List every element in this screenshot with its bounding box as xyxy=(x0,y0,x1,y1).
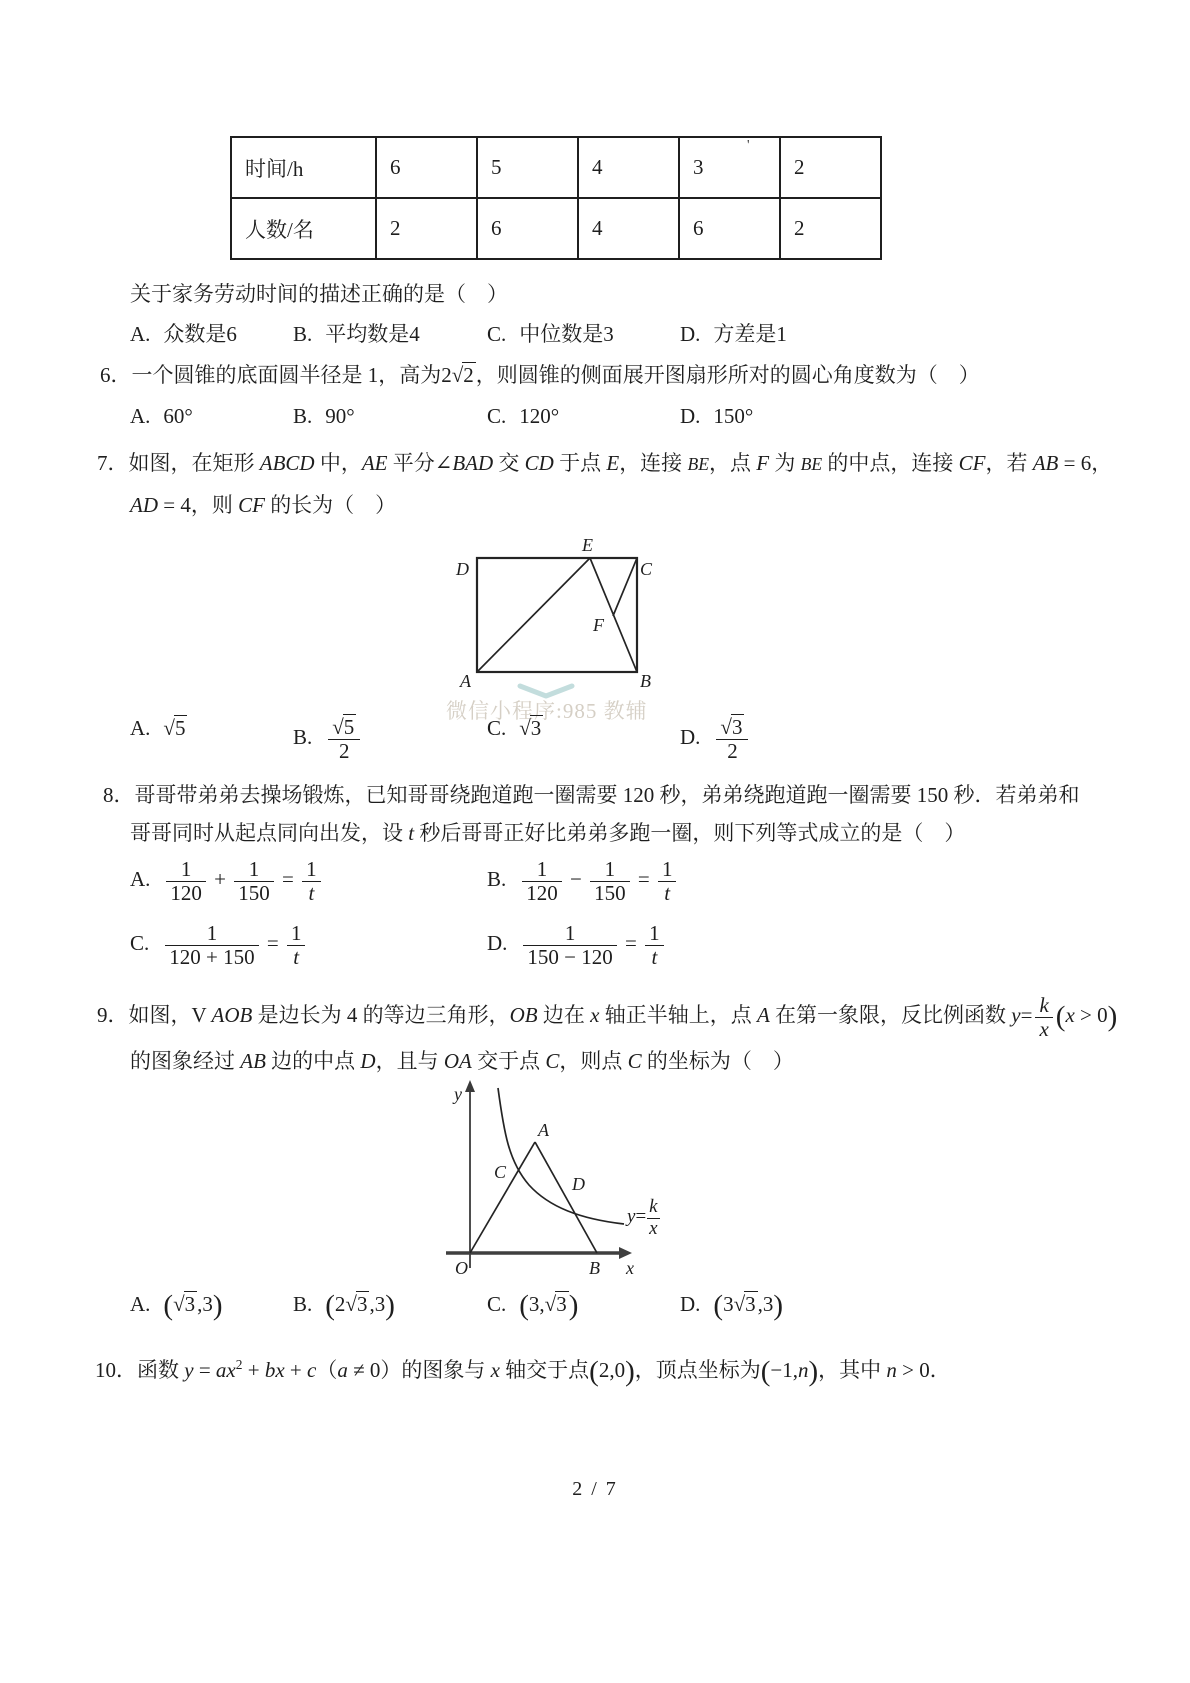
option-label: B. xyxy=(293,404,313,428)
label-d: D xyxy=(456,559,469,579)
stray-mark: ' xyxy=(747,138,750,153)
question-6-stem: 6．一个圆锥的底面圆半径是 1，高为2√2，则圆锥的侧面展开图扇形所对的圆心角度数为（ ） xyxy=(100,363,980,387)
segment-cf xyxy=(613,558,637,616)
segment-ae xyxy=(477,558,590,672)
option-c xyxy=(487,404,559,429)
option-text: 150° xyxy=(713,404,754,428)
option-c xyxy=(487,716,543,741)
table-cell: 4 xyxy=(578,137,679,198)
option-text: (√3,3) xyxy=(163,1289,223,1322)
label-c: C xyxy=(494,1162,507,1182)
question-8-options-row2 xyxy=(0,922,1190,986)
option-label: D. xyxy=(680,404,701,428)
table-cell: 人数/名 xyxy=(231,198,376,259)
option-text: (2√3,3) xyxy=(325,1289,395,1322)
hyperbola-curve xyxy=(498,1088,624,1224)
label-e: E xyxy=(582,535,593,555)
option-d xyxy=(680,716,751,762)
table-cell: 3 xyxy=(679,137,780,198)
option-text: 中位数是3 xyxy=(519,322,614,346)
option-text: $\frac{√5}{2}$ xyxy=(325,725,363,749)
data-table xyxy=(230,136,882,260)
label-f: F xyxy=(593,615,604,635)
page-number: 2 / 7 xyxy=(572,1478,618,1500)
label-y: y xyxy=(454,1084,462,1104)
option-label: C. xyxy=(487,1292,507,1316)
option-text: $\frac{1}{150 - 120}$ = $\frac{1}{t}$ xyxy=(520,931,666,955)
option-label: C. xyxy=(487,716,507,740)
option-text: $\frac{√3}{2}$ xyxy=(713,725,751,749)
watermark-text: 微信小程序:985 教辅 xyxy=(446,699,648,723)
y-axis-arrow xyxy=(465,1080,475,1092)
option-text: $\frac{1}{120}$ − $\frac{1}{150}$ = $\frac{1}{t}$ xyxy=(519,867,679,891)
table-cell: 5 xyxy=(477,137,578,198)
label-a: A xyxy=(460,671,471,691)
table-cell: 2 xyxy=(376,198,477,259)
option-a xyxy=(130,1289,223,1322)
label-x: x xyxy=(626,1258,634,1278)
question-6-options xyxy=(0,404,1190,438)
option-label: B. xyxy=(293,724,313,749)
option-c xyxy=(487,318,614,348)
table-cell: 6 xyxy=(679,198,780,259)
option-text: 120° xyxy=(519,404,560,428)
option-text: 众数是6 xyxy=(163,322,237,346)
option-label: A. xyxy=(130,404,151,428)
option-b xyxy=(293,404,355,429)
question-7-options xyxy=(0,716,1190,776)
option-text: (3√3,3) xyxy=(713,1289,784,1322)
table-cell: 6 xyxy=(477,198,578,259)
option-label: D. xyxy=(680,724,701,749)
option-label: C. xyxy=(487,404,507,428)
option-text: 90° xyxy=(325,404,355,428)
option-b xyxy=(487,858,679,904)
option-a xyxy=(130,858,324,904)
label-a: A xyxy=(538,1120,549,1140)
option-b xyxy=(293,716,363,762)
option-label: C. xyxy=(130,930,150,955)
option-label: D. xyxy=(680,1292,701,1316)
q7-figure xyxy=(455,535,675,700)
option-d xyxy=(680,404,753,429)
curve-equation-label: y= $\frac{k}{x}$ xyxy=(627,1196,658,1239)
option-a xyxy=(130,318,237,348)
question-8-stem-line1: 8．哥哥带弟弟去操场锻炼，已知哥哥绕跑道跑一圈需要 120 秒，弟弟绕跑道跑一圈需要 150 秒．若弟弟和 xyxy=(103,783,1080,807)
option-label: D. xyxy=(487,930,508,955)
table-row xyxy=(231,137,881,198)
option-text: 方差是1 xyxy=(713,322,787,346)
label-c: C xyxy=(640,559,653,579)
option-text: 平均数是4 xyxy=(325,322,420,346)
option-label: A. xyxy=(130,716,151,740)
question-9-options xyxy=(0,1289,1190,1336)
question-7-stem-line1: 7．如图，在矩形 ABCD 中，AE 平分∠BAD 交 CD 于点 E，连接 BE，点 F 为 BE 的中点，连接 CF，若 AB = 6， xyxy=(97,451,1113,475)
option-label: A. xyxy=(130,866,151,891)
question-9-stem-line1: 9．如图，V AOB 是边长为 4 的等边三角形，OB 边在 x 轴正半轴上，点 A 在第一象限，反比例函数 y= $\frac{k}{x}$ (x > 0) xyxy=(97,993,1118,1041)
q9-figure xyxy=(428,1078,673,1293)
option-d xyxy=(487,922,667,968)
option-label: B. xyxy=(293,322,313,346)
question-8-options-row1 xyxy=(0,858,1190,922)
option-label: D. xyxy=(680,322,701,346)
question-5-options xyxy=(0,318,1190,352)
option-text: √5 xyxy=(163,716,186,740)
option-text: (3,√3) xyxy=(519,1289,579,1322)
option-text: √3 xyxy=(519,716,542,740)
label-d: D xyxy=(572,1174,585,1194)
table-cell: 4 xyxy=(578,198,679,259)
table-cell: 时间/h xyxy=(231,137,376,198)
option-label: A. xyxy=(130,1292,151,1316)
question-5-stem: 关于家务劳动时间的描述正确的是（ ） xyxy=(130,282,508,306)
table-row xyxy=(231,198,881,259)
table-cell: 2 xyxy=(780,198,881,259)
option-text: 60° xyxy=(163,404,193,428)
option-d xyxy=(680,318,787,348)
question-10-stem: 10．函数 $y = ax^2$ + bx + c（a ≠ 0）的图象与 x 轴交于点(2,0)，顶点坐标为(−1,n)，其中 n > 0． xyxy=(95,1355,951,1388)
option-text: $\frac{1}{120}$ + $\frac{1}{150}$ = $\frac{1}{t}$ xyxy=(163,867,323,891)
option-c xyxy=(130,922,308,968)
option-text: $\frac{1}{120 + 150}$ = $\frac{1}{t}$ xyxy=(162,931,308,955)
table-cell: 6 xyxy=(376,137,477,198)
option-b xyxy=(293,318,420,348)
option-a xyxy=(130,404,193,429)
label-b: B xyxy=(589,1258,600,1278)
question-8-stem-line2: 哥哥同时从起点同向出发，设 t 秒后哥哥正好比弟弟多跑一圈，则下列等式成立的是（ ） xyxy=(130,821,966,845)
option-label: B. xyxy=(487,866,507,891)
table-cell: 2 xyxy=(780,137,881,198)
option-a xyxy=(130,716,187,741)
option-c xyxy=(487,1289,579,1322)
label-o: O xyxy=(455,1258,468,1278)
option-label: C. xyxy=(487,322,507,346)
option-b xyxy=(293,1289,395,1322)
segment-oa xyxy=(470,1142,535,1253)
option-d xyxy=(680,1289,784,1322)
question-9-stem-line2: 的图象经过 AB 边的中点 D，且与 OA 交于点 C，则点 C 的坐标为（ ） xyxy=(130,1049,794,1073)
option-label: B. xyxy=(293,1292,313,1316)
label-b: B xyxy=(640,671,651,691)
question-7-stem-line2: AD = 4，则 CF 的长为（ ） xyxy=(130,493,397,517)
option-label: A. xyxy=(130,322,151,346)
